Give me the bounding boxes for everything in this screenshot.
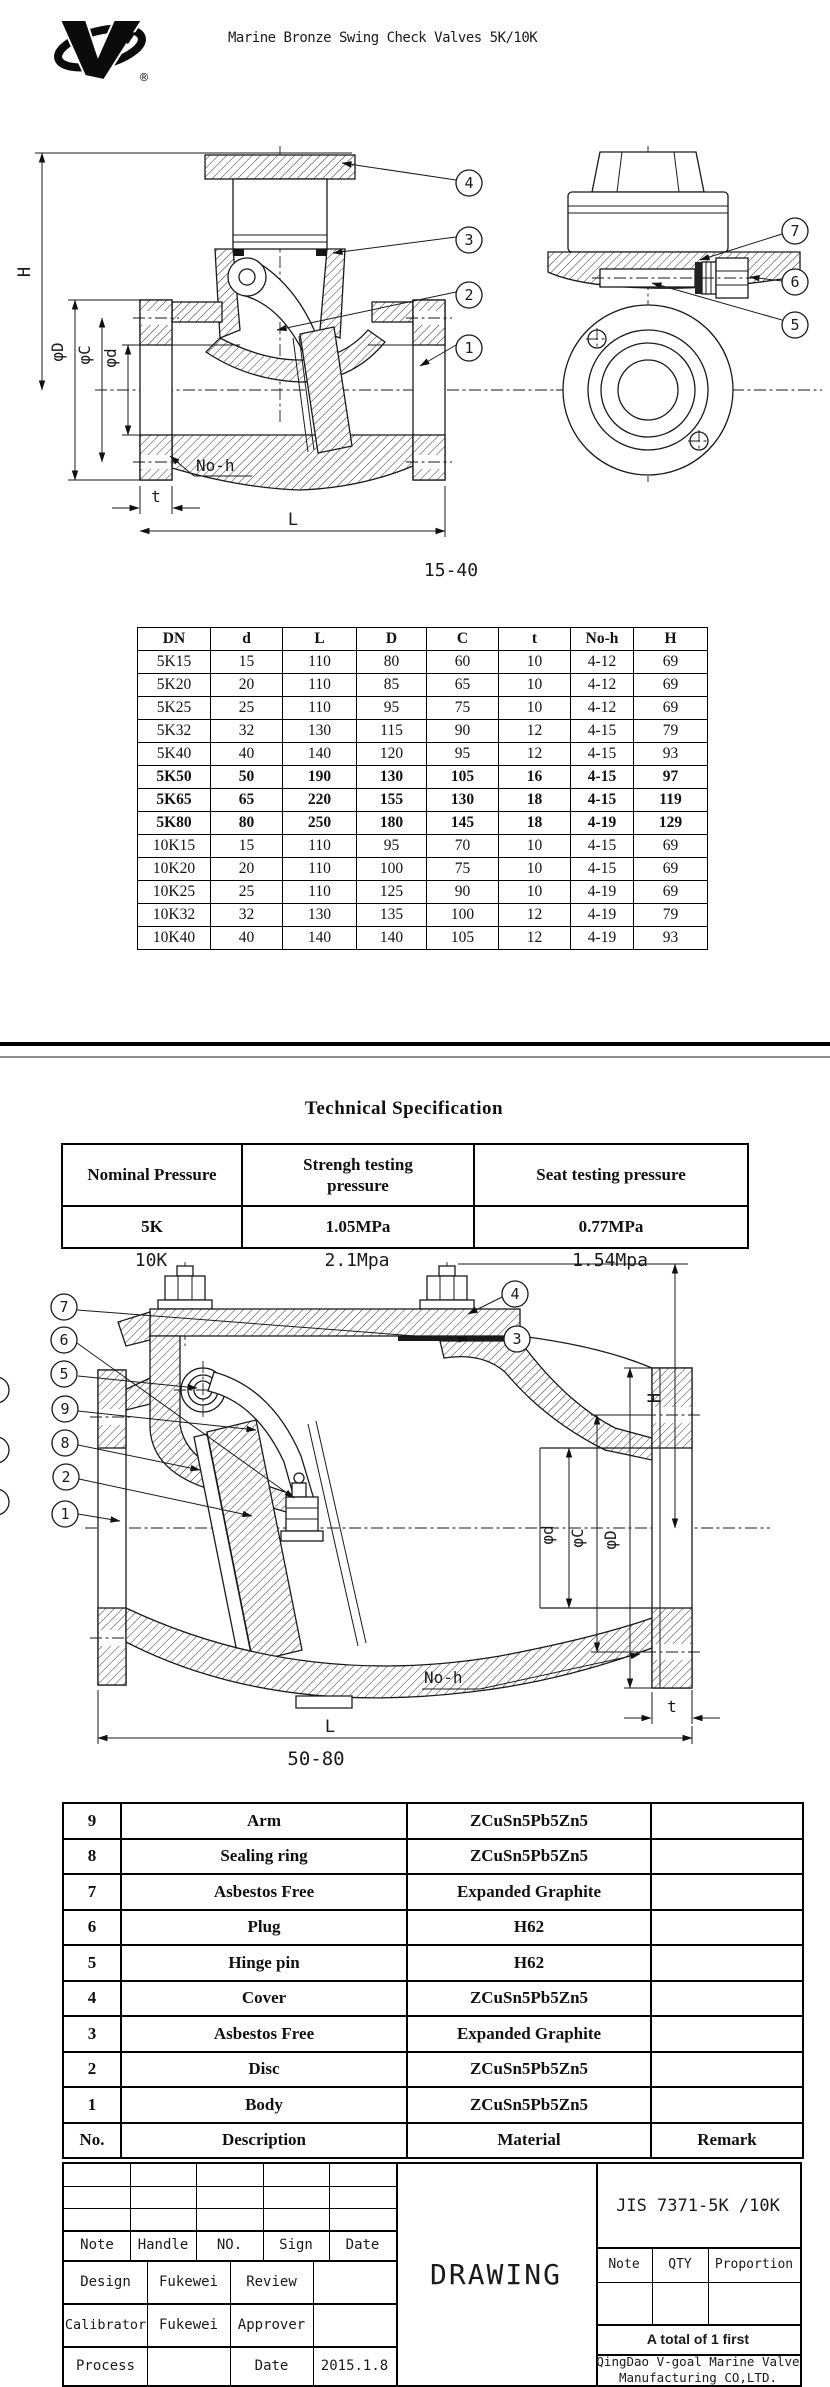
dim-label-phid: φd	[101, 348, 120, 368]
cell-l: 110	[283, 697, 357, 720]
footer-material: Material	[407, 2123, 651, 2159]
tb-review-value	[313, 2260, 396, 2303]
cell-material: ZCuSn5Pb5Zn5	[407, 1803, 651, 1839]
cover-bolt-right	[420, 1266, 474, 1309]
callout-4: 4	[510, 1285, 520, 1303]
left-flange	[133, 300, 179, 480]
cell-dn: 5K80	[138, 812, 211, 835]
dim-label-t: t	[151, 487, 161, 506]
cell-description: Plug	[121, 1910, 407, 1946]
cell-h: 97	[634, 766, 708, 789]
header-strength-testing: Strengh testing pressure	[242, 1144, 474, 1206]
cell-big-d: 140	[357, 927, 427, 950]
hinge-pin	[239, 269, 255, 285]
cell-d: 32	[211, 904, 283, 927]
parts-table-row	[63, 1910, 803, 1946]
col-header-big-d: D	[357, 628, 427, 651]
cell-l: 110	[283, 881, 357, 904]
plug	[281, 1473, 323, 1541]
tb-design-name: Fukewei	[158, 2273, 218, 2290]
cell-description: Asbestos Free	[121, 2016, 407, 2052]
side-view	[548, 146, 822, 482]
cell-no-h: 4-12	[571, 697, 634, 720]
cell-h: 93	[634, 927, 708, 950]
callout-3: 3	[464, 231, 474, 249]
cell-h: 69	[634, 881, 708, 904]
cell-description: Body	[121, 2087, 407, 2123]
cell-remark	[651, 2016, 803, 2052]
cell-remark	[651, 2052, 803, 2088]
cell-t: 18	[499, 789, 571, 812]
cell-t: 12	[499, 927, 571, 950]
dimension-table-row	[138, 743, 708, 766]
dimension-table-row	[138, 927, 708, 950]
cell-remark	[651, 1945, 803, 1981]
tb-proportion-label: Proportion	[714, 2257, 794, 2272]
cell-t: 12	[499, 720, 571, 743]
cell-c: 75	[427, 697, 499, 720]
size-range-label-50-80: 50-80	[287, 1748, 345, 1770]
parts-table-row	[63, 1945, 803, 1981]
footer-remark: Remark	[651, 2123, 803, 2159]
cell-part-no: 8	[63, 1839, 121, 1875]
cell-c: 65	[427, 674, 499, 697]
tb-date-value: 2015.1.8	[320, 2357, 389, 2374]
page-title: Marine Bronze Swing Check Valves 5K/10K	[228, 30, 538, 46]
tb-total-note: A total of 1 first	[646, 2331, 750, 2347]
cell-no-h: 4-12	[571, 651, 634, 674]
edge-callout-partial	[0, 1489, 9, 1515]
callout-2: 2	[61, 1468, 71, 1486]
cell-no-h: 4-15	[571, 720, 634, 743]
tb-review-label: Review	[246, 2273, 297, 2290]
col-header-t: t	[499, 628, 571, 651]
cell-h: 119	[634, 789, 708, 812]
cell-big-d: 95	[357, 697, 427, 720]
cell-d: 32	[211, 720, 283, 743]
size-range-label-15-40: 15-40	[423, 560, 479, 581]
cell-big-d: 95	[357, 835, 427, 858]
right-flange	[644, 1368, 700, 1688]
tb-date2-label: Date	[254, 2357, 289, 2374]
cell-l: 190	[283, 766, 357, 789]
cell-description: Asbestos Free	[121, 1874, 407, 1910]
cell-dn: 5K15	[138, 651, 211, 674]
dimension-table-row	[138, 789, 708, 812]
cover-cap	[205, 155, 355, 179]
cell-l: 110	[283, 835, 357, 858]
cell-remark	[651, 1803, 803, 1839]
cell-remark	[651, 1839, 803, 1875]
cell-description: Hinge pin	[121, 1945, 407, 1981]
tb-handle-label: Handle	[137, 2237, 189, 2253]
footer-description: Description	[121, 2123, 407, 2159]
parts-table-row	[63, 2052, 803, 2088]
tb-calibrator-label: Calibrator	[64, 2316, 147, 2333]
drawing-50-80	[0, 1260, 830, 1765]
dim-label-no-h: No-h	[424, 1668, 463, 1687]
cell-d: 20	[211, 858, 283, 881]
dimension-table	[137, 627, 708, 950]
callout-7: 7	[790, 222, 800, 240]
tb-note-label: Note	[80, 2237, 114, 2253]
col-header-l: L	[283, 628, 357, 651]
section-divider-thin	[0, 1056, 830, 1058]
callout-1: 1	[60, 1505, 70, 1523]
cell-h: 69	[634, 858, 708, 881]
title-block	[62, 2162, 802, 2387]
pressure-row-5k	[62, 1206, 748, 1248]
cell-material: Expanded Graphite	[407, 1874, 651, 1910]
cell-dn: 5K65	[138, 789, 211, 812]
cell-l: 110	[283, 674, 357, 697]
parts-table-row	[63, 1839, 803, 1875]
cell-c: 145	[427, 812, 499, 835]
col-header-no-h: No-h	[571, 628, 634, 651]
tb-no-label: NO.	[216, 2237, 243, 2253]
parts-table-row	[63, 2087, 803, 2123]
dim-label-H: H	[15, 266, 35, 278]
cell-t: 10	[499, 651, 571, 674]
cell-h: 93	[634, 743, 708, 766]
tb-approver-value	[313, 2303, 396, 2346]
cell-description: Cover	[121, 1981, 407, 2017]
cell-c: 100	[427, 904, 499, 927]
company-logo	[52, 14, 157, 89]
cell-big-d: 85	[357, 674, 427, 697]
cell-t: 12	[499, 904, 571, 927]
cell-t: 18	[499, 812, 571, 835]
tb-design-label: Design	[80, 2273, 131, 2290]
tb-drawing-label: DRAWING	[429, 2258, 562, 2291]
cell-t: 10	[499, 697, 571, 720]
cell-no-h: 4-19	[571, 904, 634, 927]
cell-10k-strength: 2.1Mpa	[324, 1250, 390, 1271]
foot-pad	[296, 1696, 352, 1708]
callout-6: 6	[790, 273, 800, 291]
callout-9: 9	[60, 1400, 70, 1418]
body-bottom-wall	[126, 1608, 652, 1698]
dim-label-phiC: φC	[75, 345, 94, 365]
cell-dn: 5K40	[138, 743, 211, 766]
header-seat-testing: Seat testing pressure	[474, 1144, 748, 1206]
dimension-table-row	[138, 881, 708, 904]
tb-process-name	[147, 2346, 230, 2385]
cell-t: 10	[499, 858, 571, 881]
cover-bolt-left	[158, 1266, 212, 1309]
cell-no-h: 4-19	[571, 927, 634, 950]
spec-heading: Technical Specification	[304, 1098, 504, 1119]
cell-no-h: 4-19	[571, 812, 634, 835]
cell-dn: 10K25	[138, 881, 211, 904]
cell-material: H62	[407, 1910, 651, 1946]
callout-2: 2	[464, 286, 474, 304]
cell-10k-seat: 1.54Mpa	[572, 1250, 648, 1271]
cell-big-d: 100	[357, 858, 427, 881]
cell-d: 25	[211, 697, 283, 720]
cell-h: 69	[634, 651, 708, 674]
cell-no-h: 4-12	[571, 674, 634, 697]
parts-table-footer	[63, 2123, 803, 2159]
cell-d: 80	[211, 812, 283, 835]
cell-remark	[651, 2087, 803, 2123]
cell-d: 50	[211, 766, 283, 789]
callout-3: 3	[512, 1330, 522, 1348]
cell-l: 130	[283, 904, 357, 927]
cell-description: Arm	[121, 1803, 407, 1839]
col-header-dn: DN	[138, 628, 211, 651]
cell-dn: 10K32	[138, 904, 211, 927]
cell-c: 105	[427, 927, 499, 950]
cell-no-h: 4-15	[571, 858, 634, 881]
dimension-table-row	[138, 904, 708, 927]
cell-material: ZCuSn5Pb5Zn5	[407, 2087, 651, 2123]
footer-no: No.	[63, 2123, 121, 2159]
cell-d: 25	[211, 881, 283, 904]
cell-c: 60	[427, 651, 499, 674]
pressure-table	[61, 1143, 749, 1249]
cell-dn: 5K25	[138, 697, 211, 720]
cell-c: 70	[427, 835, 499, 858]
cell-l: 130	[283, 720, 357, 743]
cell-big-d: 80	[357, 651, 427, 674]
cell-big-d: 120	[357, 743, 427, 766]
parts-table-row	[63, 1874, 803, 1910]
cell-l: 110	[283, 651, 357, 674]
cell-h: 79	[634, 904, 708, 927]
header-nominal-pressure: Nominal Pressure	[62, 1144, 242, 1206]
cell-l: 250	[283, 812, 357, 835]
cell-d: 20	[211, 674, 283, 697]
cell-part-no: 1	[63, 2087, 121, 2123]
cell-5k: 5K	[62, 1206, 242, 1248]
callout-5: 5	[790, 316, 800, 334]
dimension-table-row	[138, 766, 708, 789]
cell-dn: 10K40	[138, 927, 211, 950]
cell-material: ZCuSn5Pb5Zn5	[407, 1839, 651, 1875]
cell-t: 10	[499, 881, 571, 904]
cell-no-h: 4-15	[571, 789, 634, 812]
callout-8: 8	[60, 1434, 70, 1452]
cell-description: Sealing ring	[121, 1839, 407, 1875]
cell-5k-strength: 1.05MPa	[242, 1206, 474, 1248]
parts-table-row	[63, 1803, 803, 1839]
dimension-table-header	[138, 628, 708, 651]
cell-remark	[651, 1981, 803, 2017]
cell-l: 220	[283, 789, 357, 812]
cell-part-no: 6	[63, 1910, 121, 1946]
tb-sign-label: Sign	[279, 2237, 313, 2253]
cell-part-no: 5	[63, 1945, 121, 1981]
cell-h: 69	[634, 835, 708, 858]
dimension-table-row	[138, 720, 708, 743]
col-header-c: C	[427, 628, 499, 651]
callout-1: 1	[464, 339, 474, 357]
cell-c: 75	[427, 858, 499, 881]
cell-c: 90	[427, 881, 499, 904]
cell-no-h: 4-15	[571, 743, 634, 766]
cell-d: 40	[211, 743, 283, 766]
cell-l: 140	[283, 743, 357, 766]
section-view-50-80	[85, 1262, 770, 1708]
cell-l: 140	[283, 927, 357, 950]
dimension-table-row	[138, 697, 708, 720]
cell-l: 110	[283, 858, 357, 881]
cell-h: 129	[634, 812, 708, 835]
cell-d: 15	[211, 835, 283, 858]
cell-dn: 10K20	[138, 858, 211, 881]
dim-label-phiD: φD	[601, 1530, 620, 1550]
cell-d: 40	[211, 927, 283, 950]
cell-c: 90	[427, 720, 499, 743]
dimension-table-row	[138, 835, 708, 858]
col-header-d: d	[211, 628, 283, 651]
drawing-15-40	[0, 140, 830, 610]
tb-company-line2: Manufacturing CO,LTD.	[618, 2369, 778, 2385]
front-section-view	[35, 146, 585, 490]
cover-plate	[150, 1309, 520, 1336]
dimension-table-row	[138, 858, 708, 881]
tb-company-line1: QingDao V-goal Marine Valve	[596, 2353, 800, 2369]
tb-company	[596, 2354, 800, 2385]
cell-d: 65	[211, 789, 283, 812]
cell-material: ZCuSn5Pb5Zn5	[407, 2052, 651, 2088]
cell-c: 105	[427, 766, 499, 789]
callout-4: 4	[464, 174, 474, 192]
tb-process-label: Process	[75, 2357, 135, 2374]
cell-c: 95	[427, 743, 499, 766]
col-header-h: H	[634, 628, 708, 651]
parts-table	[62, 1802, 804, 2159]
tb-qty-note-label: Note	[608, 2257, 640, 2272]
cell-remark	[651, 1874, 803, 1910]
cell-big-d: 125	[357, 881, 427, 904]
cell-part-no: 4	[63, 1981, 121, 2017]
cell-description: Disc	[121, 2052, 407, 2088]
cell-material: ZCuSn5Pb5Zn5	[407, 1981, 651, 2017]
dimension-table-row	[138, 812, 708, 835]
cell-no-h: 4-15	[571, 835, 634, 858]
cell-big-d: 115	[357, 720, 427, 743]
cell-part-no: 9	[63, 1803, 121, 1839]
tb-qty-label: QTY	[668, 2257, 692, 2272]
edge-callout-partial	[0, 1437, 9, 1463]
dim-label-L: L	[287, 510, 299, 530]
cell-big-d: 155	[357, 789, 427, 812]
cell-part-no: 3	[63, 2016, 121, 2052]
tb-date-label: Date	[345, 2237, 380, 2253]
cell-dn: 10K15	[138, 835, 211, 858]
cell-t: 12	[499, 743, 571, 766]
cell-10k: 10K	[134, 1250, 168, 1271]
cell-dn: 5K20	[138, 674, 211, 697]
cell-t: 10	[499, 674, 571, 697]
tb-standard: JIS 7371-5K /10K	[616, 2195, 780, 2216]
cell-t: 16	[499, 766, 571, 789]
parts-table-row	[63, 2016, 803, 2052]
dim-label-phid: φd	[538, 1525, 557, 1545]
edge-callout-partial	[0, 1377, 9, 1403]
v-goal-logo-icon	[54, 20, 146, 80]
dim-label-L: L	[324, 1717, 336, 1737]
pressure-table-header	[62, 1144, 748, 1206]
dim-label-phiC: φC	[568, 1528, 587, 1548]
cell-remark	[651, 1910, 803, 1946]
cell-big-d: 135	[357, 904, 427, 927]
dimension-table-row	[138, 674, 708, 697]
cell-c: 130	[427, 789, 499, 812]
tb-approver-label: Approver	[237, 2316, 306, 2333]
cell-dn: 5K50	[138, 766, 211, 789]
cell-big-d: 130	[357, 766, 427, 789]
cell-material: H62	[407, 1945, 651, 1981]
cell-dn: 5K32	[138, 720, 211, 743]
cell-no-h: 4-15	[571, 766, 634, 789]
callout-6: 6	[59, 1331, 69, 1349]
tb-calibrator-name: Fukewei	[158, 2316, 218, 2333]
cell-big-d: 180	[357, 812, 427, 835]
cell-part-no: 2	[63, 2052, 121, 2088]
cell-t: 10	[499, 835, 571, 858]
cell-d: 15	[211, 651, 283, 674]
cell-material: Expanded Graphite	[407, 2016, 651, 2052]
dim-label-phiD: φD	[48, 342, 67, 362]
registered-mark: ®	[140, 71, 148, 86]
section-divider-thick	[0, 1042, 830, 1046]
callout-5: 5	[59, 1365, 69, 1383]
right-flange	[406, 300, 452, 480]
cell-h: 69	[634, 674, 708, 697]
dim-label-no-h: No-h	[196, 456, 235, 475]
cell-part-no: 7	[63, 1874, 121, 1910]
dim-label-t: t	[667, 1697, 677, 1716]
parts-table-row	[63, 1981, 803, 2017]
cell-h: 69	[634, 697, 708, 720]
cell-no-h: 4-19	[571, 881, 634, 904]
dim-label-H: H	[645, 1392, 665, 1404]
dimension-table-row	[138, 651, 708, 674]
cell-5k-seat: 0.77MPa	[474, 1206, 748, 1248]
cell-h: 79	[634, 720, 708, 743]
callout-7: 7	[59, 1298, 69, 1316]
